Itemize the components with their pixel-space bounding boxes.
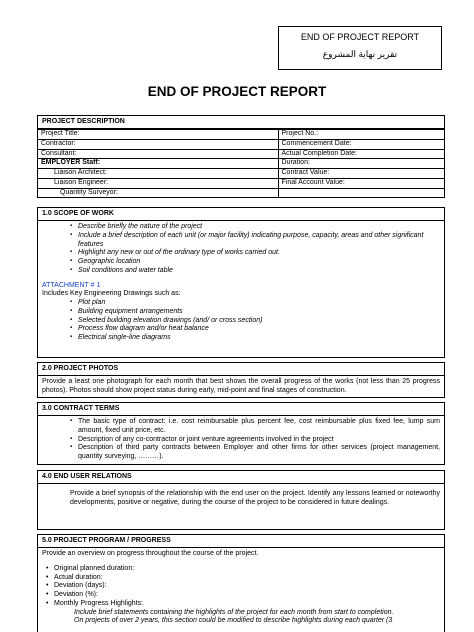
liaison-architect-field[interactable]: Liaison Architect: (38, 169, 278, 179)
list-item: ▪ Description of third party contracts between Employer and other firms for other services (project management, quantity surveying, ………). (42, 444, 440, 462)
list-item: • Actual duration: (42, 574, 440, 583)
list-item: • Deviation (days): (42, 582, 440, 591)
list-item: ▪ Describe briefly the nature of the project (42, 223, 440, 232)
list-item: ▪ Description of any co-contractor or joint venture agreements involved in the project (42, 436, 440, 445)
section-heading: 4.0 END USER RELATIONS (38, 471, 444, 484)
drawings-intro: Includes Key Engineering Drawings such as: (42, 290, 181, 298)
list-item: ▪ Highlight any new or out of the ordinary type of works carried out. (42, 249, 440, 258)
list-item: ▪ Building equipment arrangements (42, 308, 440, 317)
end-user-text: Provide a brief synopsis of the relationship with the end user on the project. Identify any lessons learned or noteworthy developments, positive or negative, during the course of the project to be considered in future dealings. (70, 490, 440, 506)
program-intro: Provide an overview on progress throughout the course of the project. (42, 550, 259, 557)
section-heading: 1.0 SCOPE OF WORK (38, 208, 444, 221)
list-item: ▪ Plot plan (42, 299, 440, 308)
contract-terms-list (42, 418, 440, 462)
header-title-ar: تقرير نهاية المشروع (322, 49, 398, 60)
list-item: ▪ Include a brief description of each unit (or major facility) indicating purpose, capacity, areas and other significant features (42, 232, 440, 250)
consultant-field[interactable]: Consultant: (38, 149, 278, 159)
list-item: ▪ Geographic location (42, 258, 440, 267)
commencement-date-field[interactable]: Commencement Date: (278, 139, 444, 149)
table-row (38, 149, 444, 159)
section-body (38, 416, 444, 464)
program-list (42, 565, 440, 609)
section-body (38, 221, 444, 345)
duration-field[interactable]: Duration: (278, 159, 444, 169)
section-heading: 5.0 PROJECT PROGRAM / PROGRESS (38, 535, 444, 548)
scope-list (42, 223, 440, 276)
section-heading: 2.0 PROJECT PHOTOS (38, 363, 444, 376)
empty-cell (278, 188, 444, 197)
contract-value-field[interactable]: Contract Value: (278, 169, 444, 179)
progress-note-1: Include brief statements containing the highlights of the project for each month from start to completion. (74, 608, 394, 616)
list-item: • Original planned duration: (42, 565, 440, 574)
project-photos-section (37, 362, 445, 398)
progress-note-2: On projects of over 2 years, this section could be modified to describe highlights during each quarter (3 (74, 617, 393, 625)
list-item: ▪ Soil conditions and water table (42, 267, 440, 276)
list-item: ▪ Electrical single-line diagrams (42, 334, 440, 343)
employer-staff-label: EMPLOYER Staff: (38, 159, 278, 169)
list-item: • Monthly Progress Highlights: (42, 600, 440, 609)
table-row (38, 139, 444, 149)
project-no-field[interactable]: Project No.: (278, 130, 444, 140)
contract-terms-section (37, 402, 445, 465)
list-item: ▪ The basic type of contract: i.e. cost reimbursable plus percent fee, cost reimbursable plus fixed fee, lump sum amount, fixed unit price, etc. (42, 418, 440, 436)
section-heading: 3.0 CONTRACT TERMS (38, 403, 444, 416)
header-title-en: END OF PROJECT REPORT (300, 32, 420, 42)
program-progress-section (37, 534, 445, 632)
liaison-engineer-field[interactable]: Liaison Engineer: (38, 178, 278, 188)
attachment-label: ATTACHMENT # 1 (42, 281, 101, 289)
quantity-surveyor-field[interactable]: Quantity Surveyor: (38, 188, 278, 197)
list-item: ▪ Selected building elevation drawings (and/ or cross section) (42, 317, 440, 326)
section-body (38, 548, 444, 628)
table-row (38, 169, 444, 179)
end-user-relations-section (37, 470, 445, 530)
section-heading: PROJECT DESCRIPTION (38, 116, 444, 129)
list-item: ▪ Process flow diagram and/or heat balance (42, 325, 440, 334)
actual-completion-date-field[interactable]: Actual Completion Date: (278, 149, 444, 159)
final-account-value-field[interactable]: Final Account Value: (278, 178, 444, 188)
table-row (38, 188, 444, 197)
project-description-section (37, 115, 445, 198)
scope-of-work-section (37, 207, 445, 358)
project-description-table (38, 129, 444, 197)
list-item: • Deviation (%): (42, 591, 440, 600)
table-row (38, 159, 444, 169)
table-row (38, 130, 444, 140)
photos-text: Provide a least one photograph for each month that best shows the overall progress of the works (not less than 25 progress photos). Photos should show project status during early, mid-point and final stages of construction. (42, 378, 440, 394)
project-title-field[interactable]: Project Title: (38, 130, 278, 140)
page-title: END OF PROJECT REPORT (147, 84, 327, 99)
table-row (38, 178, 444, 188)
report-header-box (278, 26, 442, 70)
contractor-field[interactable]: Contractor: (38, 139, 278, 149)
drawings-list (42, 299, 440, 343)
